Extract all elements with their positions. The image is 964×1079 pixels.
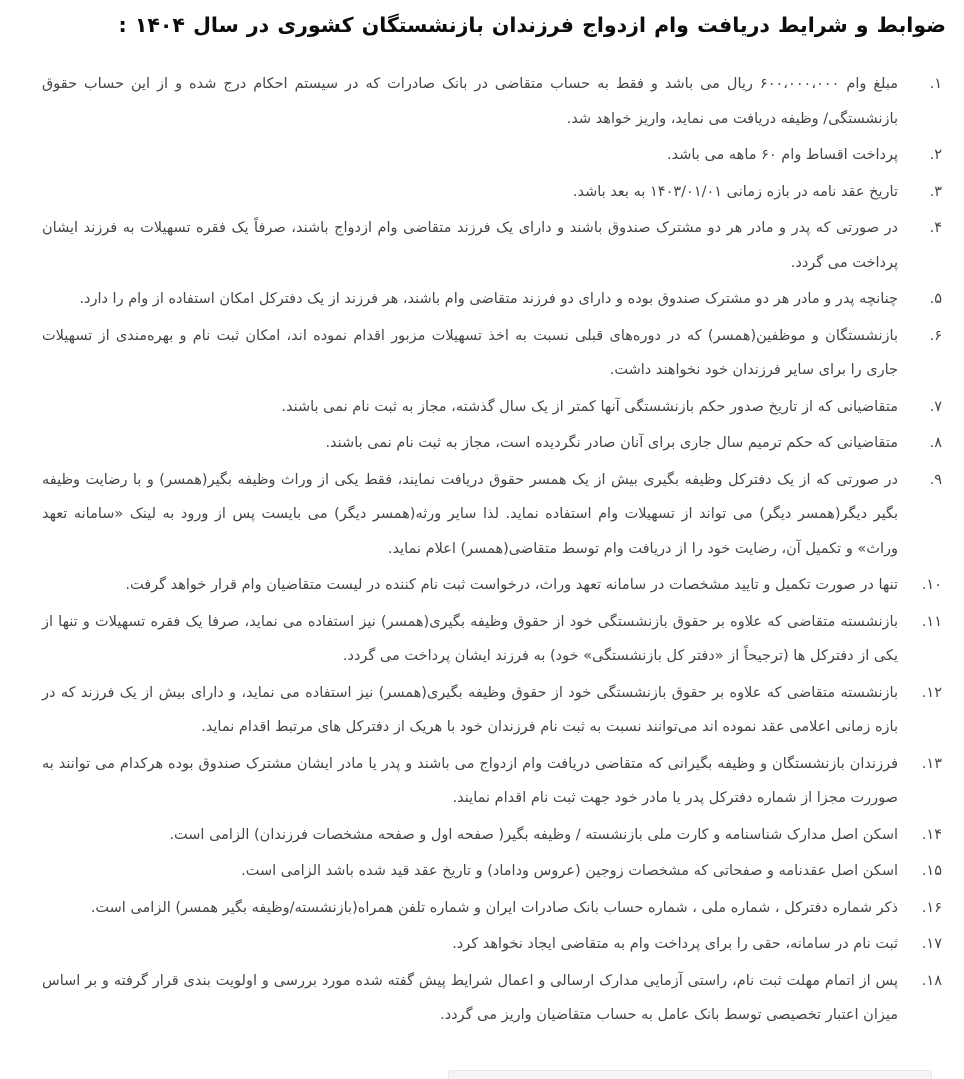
item-number: ۱۸. — [921, 972, 942, 989]
item-number: ۱۰. — [921, 577, 942, 593]
list-item — [42, 747, 942, 816]
item-number: ۶. — [929, 327, 942, 344]
item-text: اسکن اصل عقدنامه و صفحاتی که مشخصات زوجین (عروس وداماد) و تاریخ عقد قید شده باشد الزامی است. — [241, 863, 898, 879]
item-text: اسکن اصل مدارک شناسنامه و کارت ملی بازنشسته / وظیفه بگیر( صفحه اول و صفحه مشخصات فرزندان) الزامی است. — [169, 826, 898, 843]
item-number: ۱۲. — [921, 684, 942, 701]
item-text: بازنشستگان و موظفین(همسر) که در دوره‌های قبلی نسبت به اخذ تسهیلات مزبور اقدام نموده اند، امکان ثبت نام و بهره‌مندی از تسهیلات جاری را برای سایر فرزندان خود نخواهند داشت. — [42, 327, 898, 378]
item-number: ۲. — [929, 147, 942, 163]
list-item — [42, 426, 942, 461]
list-item — [42, 138, 942, 173]
item-number: ۱. — [929, 76, 942, 92]
item-number: ۹. — [929, 471, 942, 488]
item-number: ۱۳. — [921, 755, 942, 772]
item-number: ۷. — [929, 398, 942, 415]
list-item — [42, 390, 942, 425]
item-text: ثبت نام در سامانه، حقی را برای پرداخت وام به متقاضی ایجاد نخواهد کرد. — [452, 936, 898, 952]
item-number: ۵. — [929, 291, 942, 307]
item-text: پرداخت اقساط وام ۶۰ ماهه می باشد. — [667, 147, 898, 163]
item-number: ۳. — [929, 183, 942, 200]
item-text: تاریخ عقد نامه در بازه زمانی ۱۴۰۳/۰۱/۰۱ به بعد باشد. — [572, 183, 898, 200]
list-item — [42, 463, 942, 567]
item-number: ۱۵. — [921, 863, 942, 879]
document-title: ضوابط و شرایط دریافت وام ازدواج فرزندان بازنشستگان کشوری در سال ۱۴۰۴ : — [118, 13, 946, 37]
list-item — [42, 67, 942, 136]
item-number: ۱۷. — [921, 936, 942, 952]
list-item — [42, 211, 942, 280]
list-item — [42, 282, 942, 317]
item-number: ۱۶. — [921, 899, 942, 916]
item-text: متقاضیانی که از تاریخ صدور حکم بازنشستگی آنها کمتر از یک سال گذشته، مجاز به ثبت نام نمی باشند. — [281, 398, 898, 415]
item-text: فرزندان بازنشستگان و وظیفه بگیرانی که متقاضی دریافت وام ازدواج می باشند و پدر یا مادر ایشان مشترک صندوق بوده هرکدام می توانند به صوررت مجزا از شماره دفترکل پدر یا مادر خود جهت ثبت نام اقدام نمایند. — [42, 755, 898, 806]
list-item — [42, 319, 942, 388]
item-text: ذکر شماره دفترکل ، شماره ملی ، شماره حساب بانک صادرات ایران و شماره تلفن همراه(بازنشسته/وظیفه بگیر همسر) الزامی است. — [90, 899, 898, 916]
page-bottom-edge-artifact — [448, 1070, 932, 1079]
item-number: ۴. — [929, 220, 942, 236]
item-text: تنها در صورت تکمیل و تایید مشخصات در سامانه تعهد وراث، درخواست ثبت نام کننده در لیست متقاضیان وام قرار خواهد گرفت. — [125, 577, 898, 593]
list-item — [42, 818, 942, 853]
list-item — [42, 854, 942, 889]
list-item — [42, 605, 942, 674]
item-text: چنانچه پدر و مادر هر دو مشترک صندوق بوده و دارای دو فرزند متقاضی وام باشند، هر فرزند از یک دفترکل امکان استفاده از وام را دارد. — [79, 291, 898, 307]
item-number: ۸. — [929, 435, 942, 451]
item-text: پس از اتمام مهلت ثبت نام، راستی آزمایی مدارک ارسالی و اعمال شرایط پیش گفته شده مورد بررسی و اولویت بندی قرار گرفته و بر اساس میزان اعتبار تخصیصی توسط بانک عامل به حساب متقاضیان واریز می گردد. — [42, 972, 898, 1023]
item-text: بازنشسته متقاضی که علاوه بر حقوق بازنشستگی خود از حقوق وظیفه بگیری(همسر) نیز استفاده می نماید، و دارای بیش از یک فرزند که در بازه زمانی اعلامی عقد نموده اند می‌توانند نسبت به ثبت نام فرزندان خود با هریک از دفترکل های مرتبط اقدام نماید. — [42, 684, 898, 735]
item-text: مبلغ وام ۶۰۰،۰۰۰،۰۰۰ ریال می باشد و فقط به حساب متقاضی در بانک صادرات که در سیستم احکام درج شده و از این حساب حقوق بازنشستگی/ وظیفه دریافت می نماید، واریز خواهد شد. — [42, 76, 898, 127]
list-item — [42, 676, 942, 745]
item-text: متقاضیانی که حکم ترمیم سال جاری برای آنان صادر نگردیده است، مجاز به ثبت نام نمی باشند. — [325, 435, 898, 451]
terms-list — [42, 67, 942, 1033]
list-item — [42, 927, 942, 962]
list-item — [42, 964, 942, 1033]
item-text: در صورتی که از یک دفترکل وظیفه بگیری بیش از یک همسر حقوق دریافت نمایند، فقط یکی از وراث وظیفه بگیر(همسر) و با رضایت وظیفه بگیر دیگر(همسر دیگر) می تواند از تسهیلات وام استفاده نماید. لذا سایر ورثه(همسر دیگر) می بایست پس از ورود به لینک «سامانه تعهد وراث» و تکمیل آن، رضایت خود را از دریافت وام توسط متقاضی(همسر) اعلام نماید. — [42, 471, 898, 557]
item-text: در صورتی که پدر و مادر هر دو مشترک صندوق باشند و دارای یک فرزند متقاضی وام ازدواج باشند، صرفاً یک فقره تسهیلات به فرزند ایشان پرداخت می گردد. — [42, 220, 898, 271]
list-item — [42, 175, 942, 210]
item-number: ۱۴. — [921, 826, 942, 843]
list-item — [42, 568, 942, 603]
item-text: بازنشسته متقاضی که علاوه بر حقوق بازنشستگی خود از حقوق وظیفه بگیری(همسر) نیز استفاده می نماید، صرفا یک فقره تسهیلات و تنها از یکی از دفترکل ها (ترجیحاً از «دفتر کل بازنشستگی» خود) به فرزند ایشان پرداخت می گردد. — [42, 613, 898, 664]
list-item — [42, 891, 942, 926]
item-number: ۱۱. — [921, 613, 942, 630]
